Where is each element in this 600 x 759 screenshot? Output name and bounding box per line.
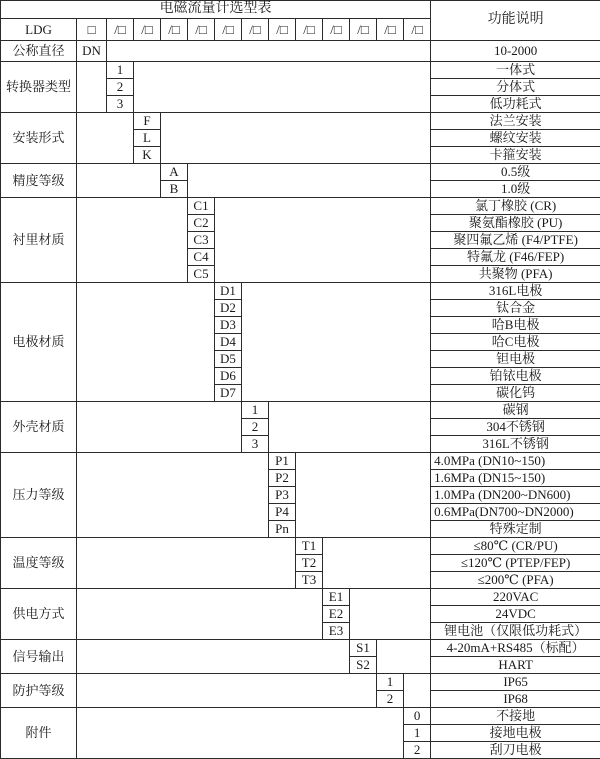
- code-cell: E2: [323, 606, 350, 623]
- option-row: [1, 402, 600, 419]
- right-filler-cell: [215, 198, 431, 283]
- function-description-cell: 锂电池（仅限低功耗式）: [431, 623, 600, 640]
- code-cell: A: [161, 164, 188, 181]
- code-cell: C4: [188, 249, 215, 266]
- category-label: 外壳材质: [1, 402, 77, 453]
- function-description-cell: 碳钢: [431, 402, 600, 419]
- function-description-cell: 316L电极: [431, 283, 600, 300]
- category-label: 供电方式: [1, 589, 77, 640]
- code-cell: D5: [215, 351, 242, 368]
- model-slash-box-cell: /□: [350, 19, 377, 41]
- category-label: 电极材质: [1, 283, 77, 402]
- function-description-cell: 螺纹安装: [431, 130, 600, 147]
- left-filler-cell: [77, 113, 134, 164]
- left-filler-cell: [77, 640, 350, 674]
- function-description-cell: 4-20mA+RS485（标配）: [431, 640, 600, 657]
- model-slash-box-cell: /□: [107, 19, 134, 41]
- title-row: [1, 1, 600, 19]
- function-description-cell: 一体式: [431, 62, 600, 79]
- model-slash-box-cell: /□: [404, 19, 431, 41]
- category-label: 信号输出: [1, 640, 77, 674]
- code-cell: 2: [404, 742, 431, 759]
- code-cell: D2: [215, 300, 242, 317]
- model-slash-box-cell: /□: [296, 19, 323, 41]
- function-description-cell: 接地电极: [431, 725, 600, 742]
- left-filler-cell: [77, 283, 215, 402]
- model-slash-box-cell: /□: [242, 19, 269, 41]
- model-slash-box-cell: /□: [215, 19, 242, 41]
- function-description-cell: HART: [431, 657, 600, 674]
- code-cell: K: [134, 147, 161, 164]
- category-label: 安装形式: [1, 113, 77, 164]
- left-filler-cell: [77, 538, 296, 589]
- code-cell: P3: [269, 487, 296, 504]
- option-row: [1, 538, 600, 555]
- function-description-cell: 共聚物 (PFA): [431, 266, 600, 283]
- code-cell: 1: [404, 725, 431, 742]
- function-description-cell: 法兰安装: [431, 113, 600, 130]
- category-label: 压力等级: [1, 453, 77, 538]
- function-description-cell: 哈C电极: [431, 334, 600, 351]
- function-description-cell: 低功耗式: [431, 96, 600, 113]
- code-cell: S1: [350, 640, 377, 657]
- option-row: [1, 283, 600, 300]
- code-cell: P4: [269, 504, 296, 521]
- code-cell: F: [134, 113, 161, 130]
- category-label: 衬里材质: [1, 198, 77, 283]
- function-description-cell: 220VAC: [431, 589, 600, 606]
- table-title: 电磁流量计选型表: [1, 1, 431, 19]
- option-row: [1, 164, 600, 181]
- code-cell: 1: [107, 62, 134, 79]
- right-filler-cell: [323, 538, 431, 589]
- left-filler-cell: [77, 453, 269, 538]
- function-description-cell: ≤200℃ (PFA): [431, 572, 600, 589]
- function-description-cell: 1.0级: [431, 181, 600, 198]
- function-description-cell: 钽电极: [431, 351, 600, 368]
- function-description-cell: 特氟龙 (F46/FEP): [431, 249, 600, 266]
- code-cell: T3: [296, 572, 323, 589]
- left-filler-cell: [77, 198, 188, 283]
- code-cell: D4: [215, 334, 242, 351]
- code-cell: DN: [77, 41, 107, 62]
- code-cell: D3: [215, 317, 242, 334]
- category-label: 防护等级: [1, 674, 77, 708]
- code-cell: 0: [404, 708, 431, 725]
- function-description-cell: 氯丁橡胶 (CR): [431, 198, 600, 215]
- right-filler-cell: [350, 589, 431, 640]
- option-row: [1, 198, 600, 215]
- function-description-cell: 钛合金: [431, 300, 600, 317]
- option-row: [1, 453, 600, 470]
- model-slash-box-cell: /□: [188, 19, 215, 41]
- function-description-cell: 哈B电极: [431, 317, 600, 334]
- function-column-header: 功能说明: [431, 1, 600, 41]
- code-cell: 3: [242, 436, 269, 453]
- option-row: [1, 113, 600, 130]
- right-filler-cell: [296, 453, 431, 538]
- code-cell: L: [134, 130, 161, 147]
- right-filler-cell: [161, 113, 431, 164]
- left-filler-cell: [77, 402, 242, 453]
- function-description-cell: 1.0MPa (DN200~DN600): [431, 487, 600, 504]
- right-filler-cell: [188, 164, 431, 198]
- left-filler-cell: [77, 62, 107, 113]
- code-cell: T2: [296, 555, 323, 572]
- right-filler-cell: [107, 41, 431, 62]
- code-cell: E1: [323, 589, 350, 606]
- option-row: [1, 640, 600, 657]
- code-cell: E3: [323, 623, 350, 640]
- function-description-cell: 不接地: [431, 708, 600, 725]
- option-row: [1, 41, 600, 62]
- code-cell: D1: [215, 283, 242, 300]
- left-filler-cell: [77, 164, 161, 198]
- model-slash-box-cell: /□: [323, 19, 350, 41]
- option-row: [1, 589, 600, 606]
- model-slash-box-cell: /□: [377, 19, 404, 41]
- right-filler-cell: [269, 402, 431, 453]
- function-description-cell: 聚四氟乙烯 (F4/PTFE): [431, 232, 600, 249]
- function-description-cell: 分体式: [431, 79, 600, 96]
- code-cell: P2: [269, 470, 296, 487]
- code-cell: B: [161, 181, 188, 198]
- function-description-cell: 聚氨酯橡胶 (PU): [431, 215, 600, 232]
- option-row: [1, 708, 600, 725]
- model-slash-box-cell: /□: [269, 19, 296, 41]
- function-description-cell: ≤80℃ (CR/PU): [431, 538, 600, 555]
- model-prefix: LDG: [1, 19, 77, 41]
- code-cell: 2: [107, 79, 134, 96]
- code-cell: C5: [188, 266, 215, 283]
- code-cell: P1: [269, 453, 296, 470]
- function-description-cell: 4.0MPa (DN10~150): [431, 453, 600, 470]
- code-cell: S2: [350, 657, 377, 674]
- option-row: [1, 62, 600, 79]
- function-description-cell: 铂铱电极: [431, 368, 600, 385]
- option-row: [1, 674, 600, 691]
- code-cell: C3: [188, 232, 215, 249]
- category-label: 公称直径: [1, 41, 77, 62]
- function-description-cell: 刮刀电极: [431, 742, 600, 759]
- function-description-cell: 10-2000: [431, 41, 600, 62]
- code-cell: D6: [215, 368, 242, 385]
- function-description-cell: 碳化钨: [431, 385, 600, 402]
- left-filler-cell: [77, 589, 323, 640]
- function-description-cell: 特殊定制: [431, 521, 600, 538]
- category-label: 精度等级: [1, 164, 77, 198]
- function-description-cell: IP68: [431, 691, 600, 708]
- function-description-cell: ≤120℃ (PTEP/FEP): [431, 555, 600, 572]
- category-label: 附件: [1, 708, 77, 759]
- function-description-cell: IP65: [431, 674, 600, 691]
- right-filler-cell: [404, 674, 431, 708]
- right-filler-cell: [377, 640, 431, 674]
- code-cell: D7: [215, 385, 242, 402]
- function-description-cell: 卡箍安装: [431, 147, 600, 164]
- left-filler-cell: [77, 674, 377, 708]
- left-filler-cell: [77, 708, 404, 759]
- function-description-cell: 1.6MPa (DN15~150): [431, 470, 600, 487]
- model-slash-box-cell: /□: [134, 19, 161, 41]
- function-description-cell: 316L不锈钢: [431, 436, 600, 453]
- code-cell: 2: [242, 419, 269, 436]
- function-description-cell: 0.6MPa(DN700~DN2000): [431, 504, 600, 521]
- function-description-cell: 304不锈钢: [431, 419, 600, 436]
- code-cell: 3: [107, 96, 134, 113]
- function-description-cell: 0.5级: [431, 164, 600, 181]
- function-description-cell: 24VDC: [431, 606, 600, 623]
- code-cell: 2: [377, 691, 404, 708]
- code-cell: C1: [188, 198, 215, 215]
- right-filler-cell: [242, 283, 431, 402]
- model-box-cell: □: [77, 19, 107, 41]
- code-cell: 1: [377, 674, 404, 691]
- code-cell: T1: [296, 538, 323, 555]
- code-cell: 1: [242, 402, 269, 419]
- code-cell: C2: [188, 215, 215, 232]
- code-cell: Pn: [269, 521, 296, 538]
- category-label: 转换器类型: [1, 62, 77, 113]
- right-filler-cell: [134, 62, 431, 113]
- model-slash-box-cell: /□: [161, 19, 188, 41]
- category-label: 温度等级: [1, 538, 77, 589]
